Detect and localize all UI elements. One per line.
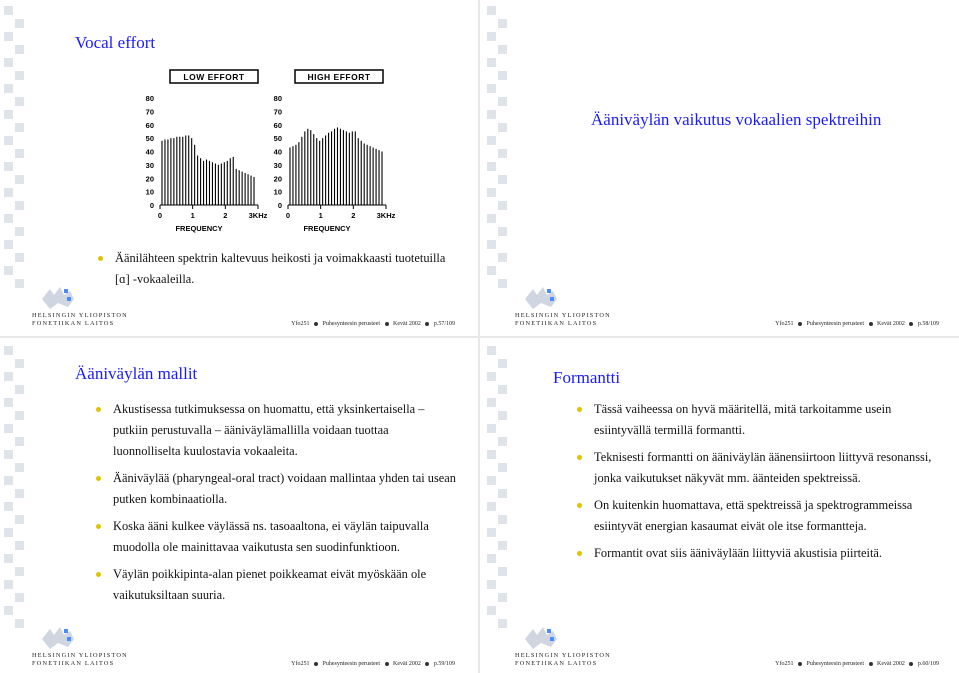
footer-term: Kevät 2002: [877, 321, 905, 327]
checker-square: [15, 515, 24, 524]
checker-strip: [0, 340, 28, 630]
checker-square: [498, 619, 507, 628]
checker-square: [4, 424, 13, 433]
checker-square: [487, 58, 496, 67]
vocal-effort-chart: [130, 68, 420, 233]
footer-separator: [798, 322, 802, 326]
footer-page: p.58/109: [917, 321, 939, 327]
chart-high-effort: [274, 70, 396, 233]
checker-square: [498, 463, 507, 472]
footer-university: HELSINGIN YLIOPISTON: [32, 312, 128, 319]
checker-square: [15, 463, 24, 472]
bullet-list: [113, 399, 458, 612]
footer-university: HELSINGIN YLIOPISTON: [515, 312, 611, 319]
bullet-item: [113, 399, 458, 462]
bullet-list: [594, 399, 944, 570]
footer-page: p.60/109: [917, 661, 939, 667]
slide-60: [483, 340, 959, 673]
x-tick-label: 2: [351, 211, 356, 220]
checker-square: [498, 489, 507, 498]
checker-square: [487, 266, 496, 275]
y-tick-label: 40: [273, 147, 282, 157]
footer-info: [291, 661, 455, 667]
checker-square: [487, 606, 496, 615]
checker-square: [498, 175, 507, 184]
bullet-text: Väylän poikkipinta-alan pienet poikkeamat eivät myöskään ole vaikutuksiltaan suuria.: [113, 567, 427, 602]
checker-square: [4, 502, 13, 511]
checker-square: [498, 97, 507, 106]
checker-square: [498, 541, 507, 550]
checker-square: [498, 149, 507, 158]
slide-title: Formantti: [553, 368, 621, 387]
checker-square: [498, 359, 507, 368]
y-tick-label: 50: [273, 134, 282, 144]
university-logo-icon: [40, 285, 80, 311]
footer-separator: [314, 322, 318, 326]
slide-58: [483, 0, 959, 333]
footer-separator: [314, 662, 318, 666]
checker-square: [4, 32, 13, 41]
checker-square: [498, 253, 507, 262]
checker-square: [4, 606, 13, 615]
checker-square: [4, 554, 13, 563]
checker-square: [487, 214, 496, 223]
checker-square: [4, 346, 13, 355]
bullet-text: Teknisesti formantti on ääniväylän äänensiirtoon liittyvä resonanssi, jonka vaikutukset näkyvät mm. äänteiden spektreissä.: [594, 450, 932, 485]
checker-square: [15, 437, 24, 446]
footer-department: [515, 312, 611, 328]
bullet-item: [113, 468, 458, 510]
checker-square: [487, 6, 496, 15]
bullet-dot: [96, 476, 101, 481]
checker-square: [4, 450, 13, 459]
checker-square: [487, 554, 496, 563]
checker-square: [487, 162, 496, 171]
checker-square: [15, 541, 24, 550]
footer-separator: [385, 662, 389, 666]
checker-square: [487, 110, 496, 119]
checker-square: [15, 385, 24, 394]
checker-square: [4, 528, 13, 537]
footer-separator: [869, 322, 873, 326]
checker-square: [487, 580, 496, 589]
x-tick-label: 1: [190, 211, 195, 220]
checker-square: [15, 489, 24, 498]
checker-square: [15, 71, 24, 80]
footer-separator: [425, 662, 429, 666]
bullet-dot: [577, 455, 582, 460]
checker-square: [498, 123, 507, 132]
checker-square: [487, 398, 496, 407]
bullet-dot: [96, 524, 101, 529]
bullet-list: [115, 248, 455, 296]
footer-university: HELSINGIN YLIOPISTON: [32, 652, 128, 659]
y-tick-label: 70: [273, 107, 282, 117]
checker-square: [487, 32, 496, 41]
checker-square: [15, 567, 24, 576]
bullet-text: Akustisessa tutkimuksessa on huomattu, että yksinkertaisella – putkiin perustuvalla – ääniväylämallilla voidaan tuottaa luonnolliselta kuulostavia vokaaleita.: [113, 402, 425, 458]
footer-separator: [909, 322, 913, 326]
checker-square: [4, 136, 13, 145]
footer-course: Yfo251: [291, 661, 310, 667]
checker-square: [487, 502, 496, 511]
y-tick-label: 30: [145, 160, 154, 170]
checker-square: [498, 437, 507, 446]
checker-square: [498, 201, 507, 210]
checker-square: [4, 162, 13, 171]
checker-square: [487, 450, 496, 459]
footer-page: p.59/109: [433, 661, 455, 667]
effort-label: HIGH EFFORT: [307, 72, 371, 82]
slide-divider-horizontal: [0, 336, 959, 338]
footer-separator: [798, 662, 802, 666]
bullet-dot: [577, 503, 582, 508]
checker-square: [15, 227, 24, 236]
checker-square: [487, 84, 496, 93]
x-tick-label: 1: [318, 211, 323, 220]
checker-square: [498, 515, 507, 524]
checker-square: [498, 71, 507, 80]
x-axis-label: FREQUENCY: [303, 224, 351, 233]
bullet-item: [113, 516, 458, 558]
checker-square: [15, 45, 24, 54]
bullet-item: [594, 399, 944, 441]
checker-square: [15, 411, 24, 420]
y-tick-label: 70: [145, 107, 154, 117]
checker-square: [487, 372, 496, 381]
checker-square: [487, 240, 496, 249]
checker-square: [498, 567, 507, 576]
checker-square: [487, 528, 496, 537]
checker-square: [4, 240, 13, 249]
university-logo-icon: [40, 625, 80, 651]
checker-square: [15, 201, 24, 210]
y-tick-label: 80: [273, 94, 282, 103]
footer-separator: [909, 662, 913, 666]
university-logo-icon: [523, 625, 563, 651]
footer-faculty: FONETIIKAN LAITOS: [515, 660, 598, 667]
footer-department: [515, 652, 611, 668]
footer-faculty: FONETIIKAN LAITOS: [515, 320, 598, 327]
y-tick-label: 30: [273, 160, 282, 170]
checker-square: [498, 385, 507, 394]
checker-square: [487, 188, 496, 197]
footer-faculty: FONETIIKAN LAITOS: [32, 320, 115, 327]
slide-title: Ääniväylän vaikutus vokaalien spektreihin: [591, 110, 882, 129]
bullet-text: Ääniväylää (pharyngeal-oral tract) voidaan mallintaa yhden tai usean putken kombinaatiolla.: [113, 471, 456, 506]
footer-separator: [385, 322, 389, 326]
footer-course: Yfo251: [775, 321, 794, 327]
checker-square: [15, 149, 24, 158]
y-tick-label: 10: [145, 187, 154, 197]
bullet-dot: [98, 256, 103, 261]
x-tick-label: 0: [157, 211, 163, 220]
slide-59: [0, 340, 475, 673]
x-tick-label: 3KHz: [376, 211, 396, 220]
checker-square: [4, 58, 13, 67]
y-tick-label: 20: [273, 174, 282, 184]
checker-square: [498, 19, 507, 28]
bullet-item: [594, 495, 944, 537]
footer-info: [291, 321, 455, 327]
checker-square: [15, 253, 24, 262]
checker-square: [4, 214, 13, 223]
checker-square: [498, 45, 507, 54]
bullet-item: [594, 543, 944, 564]
slide-title: Vocal effort: [75, 33, 156, 52]
checker-square: [498, 593, 507, 602]
checker-square: [4, 110, 13, 119]
footer-faculty: FONETIIKAN LAITOS: [32, 660, 115, 667]
bullet-dot: [96, 572, 101, 577]
y-tick-label: 80: [145, 94, 154, 103]
checker-square: [4, 372, 13, 381]
checker-square: [15, 593, 24, 602]
bullet-dot: [577, 551, 582, 556]
checker-square: [4, 398, 13, 407]
checker-square: [4, 6, 13, 15]
checker-square: [15, 19, 24, 28]
chart-low-effort: [146, 70, 268, 233]
bullet-text: On kuitenkin huomattava, että spektreissä ja spektrogrammeissa esiintyvät energian kasaumat eivät ole itse formantteja.: [594, 498, 913, 533]
bullet-text: Koska ääni kulkee väylässä ns. tasoaaltona, ei väylän taipuvalla muodolla ole mainittavaa vaikutusta sen suodinfunktioon.: [113, 519, 429, 554]
footer-course-name: Puhesynteesin perusteet: [322, 321, 380, 327]
checker-square: [4, 84, 13, 93]
x-tick-label: 3KHz: [248, 211, 268, 220]
footer-course: Yfo251: [291, 321, 310, 327]
checker-square: [15, 359, 24, 368]
footer-university: HELSINGIN YLIOPISTON: [515, 652, 611, 659]
checker-strip: [483, 0, 511, 290]
footer-course-name: Puhesynteesin perusteet: [806, 321, 864, 327]
bullet-text: Tässä vaiheessa on hyvä määritellä, mitä tarkoitamme usein esiintyvällä termillä formantti.: [594, 402, 892, 437]
footer-course-name: Puhesynteesin perusteet: [322, 661, 380, 667]
checker-square: [498, 227, 507, 236]
checker-square: [15, 175, 24, 184]
footer-course: Yfo251: [775, 661, 794, 667]
x-axis-label: FREQUENCY: [175, 224, 223, 233]
checker-square: [487, 476, 496, 485]
y-tick-label: 60: [145, 120, 154, 130]
checker-square: [4, 580, 13, 589]
footer-info: [775, 661, 939, 667]
checker-square: [4, 476, 13, 485]
footer-department: [32, 312, 128, 328]
y-tick-label: 10: [273, 187, 282, 197]
checker-strip: [0, 0, 28, 290]
x-tick-label: 0: [285, 211, 291, 220]
footer-separator: [869, 662, 873, 666]
checker-square: [498, 279, 507, 288]
y-tick-label: 20: [145, 174, 154, 184]
y-tick-label: 50: [145, 134, 154, 144]
checker-square: [487, 346, 496, 355]
footer-info: [775, 321, 939, 327]
slide-title: Ääniväylän mallit: [75, 364, 198, 383]
x-tick-label: 2: [223, 211, 228, 220]
bullet-item: [594, 447, 944, 489]
bullet-item: [113, 564, 458, 606]
checker-square: [487, 136, 496, 145]
footer-page: p.57/109: [433, 321, 455, 327]
checker-square: [15, 619, 24, 628]
slide-57: [0, 0, 475, 333]
y-tick-label: 0: [149, 201, 154, 210]
footer-department: [32, 652, 128, 668]
bullet-dot: [96, 407, 101, 412]
footer-term: Kevät 2002: [877, 661, 905, 667]
checker-square: [15, 123, 24, 132]
footer-course-name: Puhesynteesin perusteet: [806, 661, 864, 667]
bullet-text: Äänilähteen spektrin kaltevuus heikosti ja voimakkaasti tuotetuilla [ɑ] -vokaaleilla.: [115, 251, 446, 286]
checker-square: [4, 188, 13, 197]
checker-square: [15, 97, 24, 106]
checker-square: [15, 279, 24, 288]
checker-square: [4, 266, 13, 275]
checker-square: [498, 411, 507, 420]
checker-square: [487, 424, 496, 433]
effort-label: LOW EFFORT: [183, 72, 245, 82]
y-tick-label: 60: [273, 120, 282, 130]
footer-separator: [425, 322, 429, 326]
y-tick-label: 40: [145, 147, 154, 157]
bullet-dot: [577, 407, 582, 412]
bullet-item: [115, 248, 455, 290]
checker-strip: [483, 340, 511, 630]
bullet-text: Formantit ovat siis ääniväylään liittyviä akustisia piirteitä.: [594, 546, 883, 560]
y-tick-label: 0: [277, 201, 282, 210]
university-logo-icon: [523, 285, 563, 311]
footer-term: Kevät 2002: [393, 321, 421, 327]
footer-term: Kevät 2002: [393, 661, 421, 667]
